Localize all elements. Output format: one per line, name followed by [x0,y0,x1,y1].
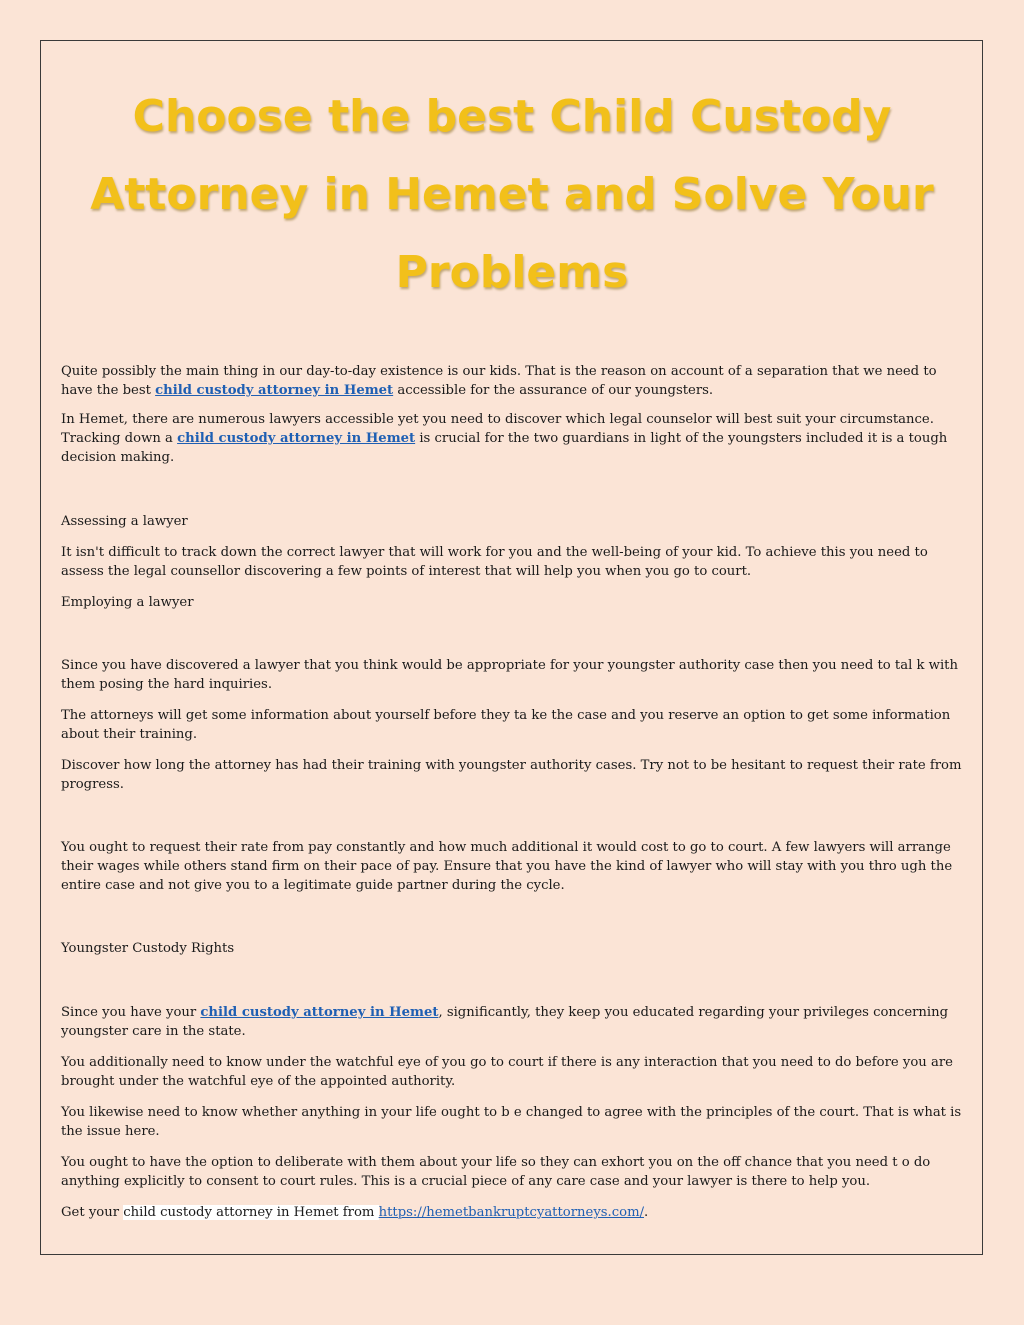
paragraph-intro: Quite possibly the main thing in our day-to-day existence is our kids. That is the reason on account of a separation that we need to have the best child custody attorney in Hemet accessible for the assurance of our youngsters. [61,364,937,398]
heading-employing: Employing a lawyer [61,595,194,610]
child-custody-link-3[interactable]: child custody attorney in Hemet [200,1005,439,1020]
paragraph-rights-1: Since you have your child custody attorney in Hemet, significantly, they keep you educated regarding your privileges concerning youngster care in the state. [61,1005,949,1039]
highlighted-text: child custody attorney in Hemet from [123,1205,379,1220]
heading-assessing: Assessing a lawyer [61,514,188,529]
paragraph-employing-1: Since you have discovered a lawyer that you think would be appropriate for your youngster authority case then you need to tal k with them posing the hard inquiries. [61,658,958,692]
child-custody-link-2[interactable]: child custody attorney in Hemet [177,431,416,446]
paragraph-hemet: In Hemet, there are numerous lawyers accessible yet you need to discover which legal counselor will best suit your circumstance. Tracking down a child custody attorney in Hemet is crucial for the two guardians in light of the youngsters included it is a tough decision making. [61,412,948,465]
website-link[interactable]: https://hemetbankruptcyattorneys.com/ [378,1205,645,1220]
paragraph-closing: Get your child custody attorney in Hemet from https://hemetbankruptcyattorneys.com/. [61,1205,649,1220]
paragraph-rights-4: You ought to have the option to deliberate with them about your life so they can exhort you on the off chance that you need t o do anything explicitly to consent to court rules. This is a crucial piece of any care case and your lawyer is there to help you. [61,1155,931,1189]
article-body [61,362,966,1222]
paragraph-employing-3: Discover how long the attorney has had their training with youngster authority cases. Try not to be hesitant to request their rate from progress. [61,758,962,792]
paragraph-assessing: It isn't difficult to track down the correct lawyer that will work for you and the well-being of your kid. To achieve this you need to assess the legal counsellor discovering a few points of interest that will help you when you go to court. [61,545,928,579]
page-title: Choose the best Child Custody Attorney in Hemet and Solve Your Problems [90,91,934,298]
paragraph-employing-4: You ought to request their rate from pay constantly and how much additional it would cost to go to court. A few lawyers will arrange their wages while others stand firm on their pace of pay. Ensure that you have the kind of lawyer who will stay with you thro ugh the entire case and not give you to a legitimate guide partner during the cycle. [61,840,953,893]
paragraph-rights-3: You likewise need to know whether anything in your life ought to b e changed to agree with the principles of the court. That is what is the issue here. [61,1105,962,1139]
paragraph-rights-2: You additionally need to know under the watchful eye of you go to court if there is any interaction that you need to do before you are brought under the watchful eye of the appointed authority. [61,1055,953,1089]
heading-rights: Youngster Custody Rights [61,941,235,956]
paragraph-employing-2: The attorneys will get some information about yourself before they ta ke the case and you reserve an option to get some information about their training. [61,708,951,742]
child-custody-link-1[interactable]: child custody attorney in Hemet [155,383,394,398]
